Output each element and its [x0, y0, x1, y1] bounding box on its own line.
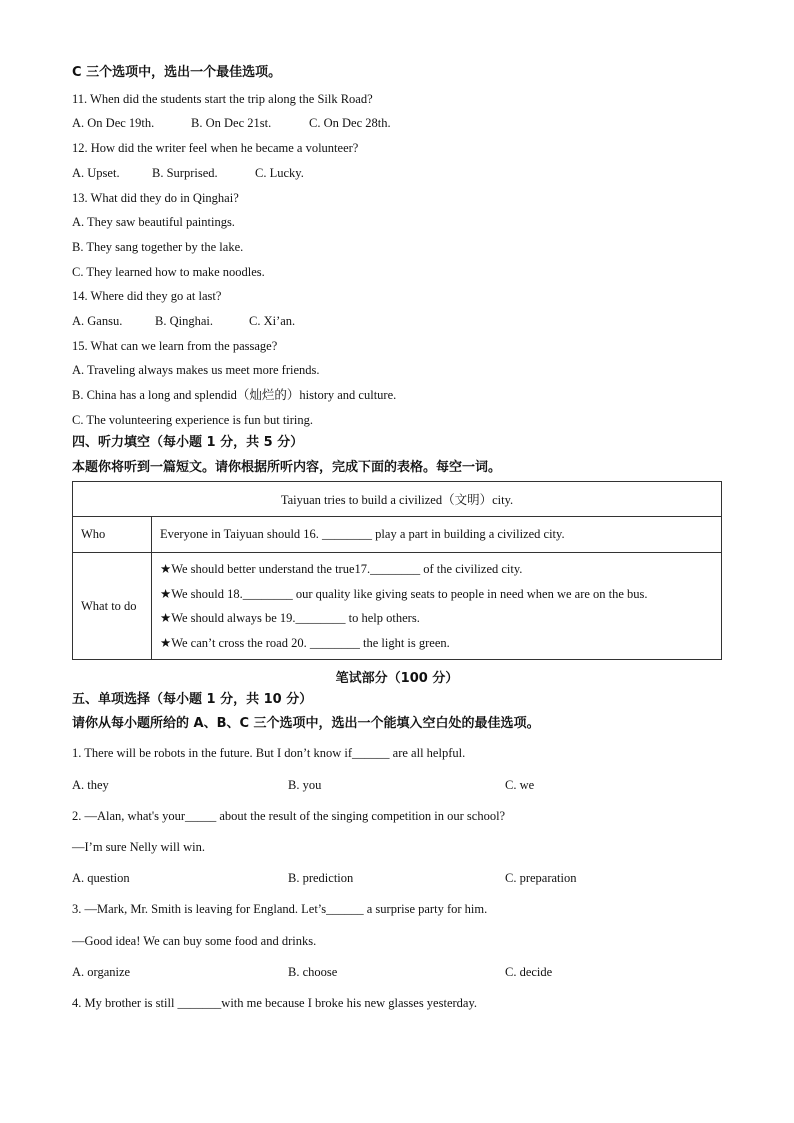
- who-text: Everyone in Taiyuan should 16. ________ play a part in building a civilized city.: [152, 517, 722, 553]
- q13-option-c: C. They learned how to make noodles.: [72, 265, 265, 279]
- written-part-heading: 笔试部分（100 分）: [335, 671, 459, 686]
- q2-reply: —I’m sure Nelly will win.: [72, 840, 205, 854]
- q4-text: 4. My brother is still _______with me because I broke his new glasses yesterday.: [72, 996, 478, 1010]
- q14-option-c: C. Xi’an.: [249, 314, 296, 328]
- q11-text: 11. When did the students start the trip along the Silk Road?: [72, 92, 373, 106]
- q15-text: 15. What can we learn from the passage?: [72, 339, 278, 353]
- q12-option-a: A. Upset.: [72, 166, 120, 180]
- q3-option-a: A. organize: [72, 965, 131, 979]
- q14-option-a: A. Gansu.: [72, 314, 123, 328]
- todo-item: ★We should 18.________ our quality like giving seats to people in need when we are on the bus.: [160, 586, 648, 601]
- todo-label: What to do: [73, 553, 152, 660]
- q13-option-a: A. They saw beautiful paintings.: [72, 215, 235, 229]
- q12-option-c: C. Lucky.: [255, 166, 304, 180]
- who-label: Who: [73, 517, 152, 553]
- q3-text: 3. —Mark, Mr. Smith is leaving for England. Let’s______ a surprise party for him.: [72, 902, 488, 916]
- section4-instruction: 本题你将听到一篇短文。请你根据所听内容，完成下面的表格。每空一词。: [72, 460, 502, 475]
- q3-reply: —Good idea! We can buy some food and drinks.: [72, 934, 317, 948]
- q12-options: [72, 165, 304, 181]
- q13-text: 13. What did they do in Qinghai?: [72, 191, 239, 205]
- q11-option-a: A. On Dec 19th.: [72, 116, 155, 130]
- q12-text: 12. How did the writer feel when he became a volunteer?: [72, 141, 359, 155]
- listening-table: [72, 481, 722, 660]
- q1-option-a: A. they: [72, 778, 109, 792]
- section5-instruction: 请你从每小题所给的 A、B、C 三个选项中，选出一个能填入空白处的最佳选项。: [72, 716, 540, 731]
- q12-option-b: B. Surprised.: [152, 166, 218, 180]
- q3-option-c: C. decide: [505, 965, 553, 979]
- q1-text: 1. There will be robots in the future. But I don’t know if______ are all helpful.: [72, 746, 466, 760]
- q2-options: [72, 870, 577, 886]
- q3-options: [72, 964, 552, 980]
- todo-item: ★We should always be 19.________ to help others.: [160, 611, 420, 625]
- todo-item: ★We can’t cross the road 20. ________ the light is green.: [160, 635, 450, 650]
- section4-heading: 四、听力填空（每小题 1 分，共 5 分）: [72, 435, 304, 450]
- q15-option-a: A. Traveling always makes us meet more friends.: [72, 363, 320, 377]
- todo-list: [152, 553, 722, 660]
- q11-option-c: C. On Dec 28th.: [309, 116, 391, 130]
- q2-text: 2. —Alan, what's your_____ about the result of the singing competition in our school?: [72, 809, 506, 823]
- q15-option-b: B. China has a long and splendid（灿烂的）history and culture.: [72, 388, 397, 402]
- q11-option-b: B. On Dec 21st.: [191, 116, 272, 130]
- q15-option-c: C. The volunteering experience is fun but tiring.: [72, 413, 314, 427]
- q1-option-c: C. we: [505, 778, 535, 792]
- q2-option-a: A. question: [72, 871, 130, 885]
- section5-heading: 五、单项选择（每小题 1 分，共 10 分）: [72, 692, 313, 707]
- q13-option-b: B. They sang together by the lake.: [72, 240, 244, 254]
- q14-text: 14. Where did they go at last?: [72, 289, 222, 303]
- q1-option-b: B. you: [288, 778, 322, 792]
- table-title: Taiyuan tries to build a civilized（文明）city.: [73, 482, 722, 517]
- q14-options: [72, 313, 295, 329]
- q3-option-b: B. choose: [288, 965, 338, 979]
- section3-instruction: C 三个选项中，选出一个最佳选项。: [72, 65, 282, 80]
- q14-option-b: B. Qinghai.: [155, 314, 213, 328]
- q1-options: [72, 777, 534, 793]
- todo-item: ★We should better understand the true17.________ of the civilized city.: [160, 562, 523, 576]
- q2-option-c: C. preparation: [505, 871, 577, 885]
- q11-options: [72, 115, 391, 131]
- q2-option-b: B. prediction: [288, 871, 354, 885]
